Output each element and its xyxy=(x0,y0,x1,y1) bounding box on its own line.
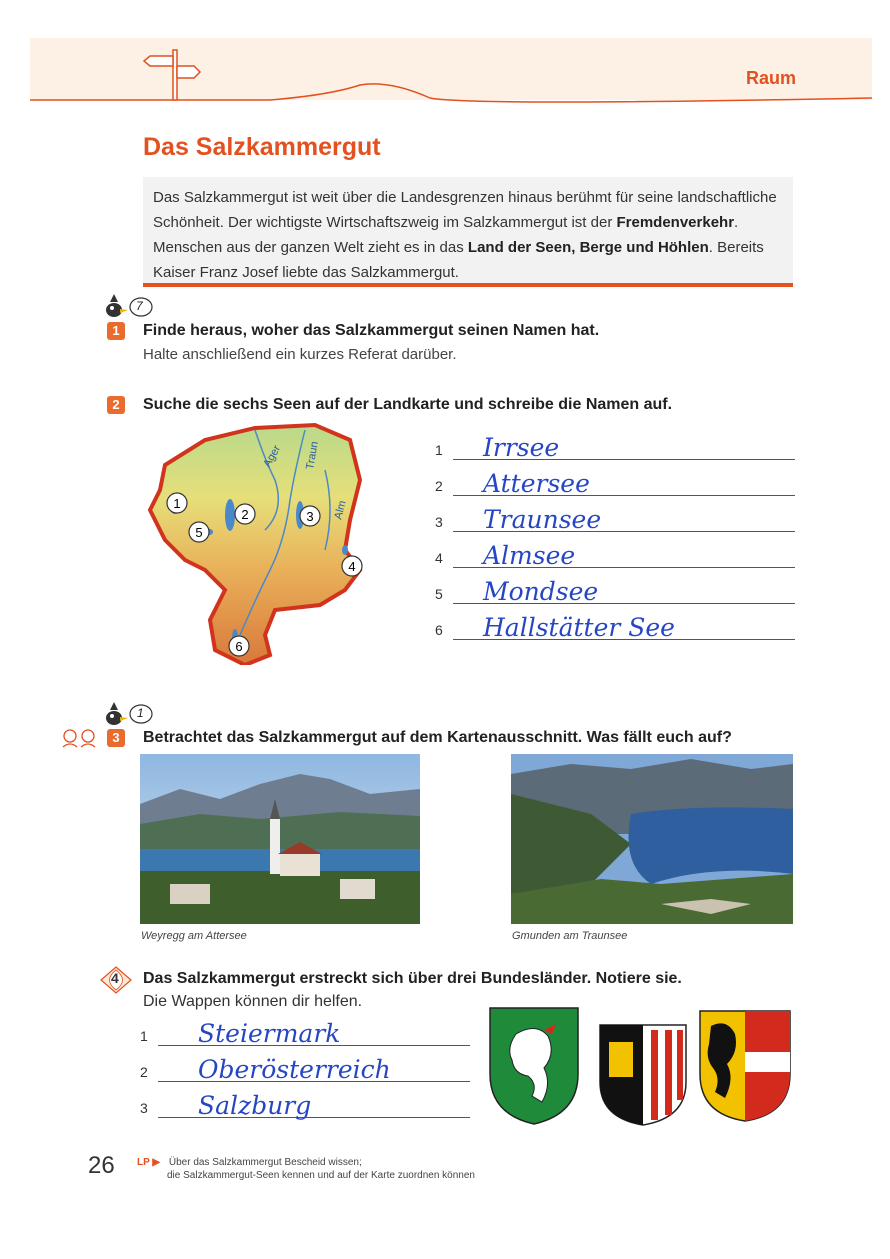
photo-weyregg xyxy=(140,754,420,924)
partner-work-icon xyxy=(60,727,100,749)
intro-text-1: Das Salzkammergut ist weit über die Landesgrenzen hinaus berühmt für seine landschaftliche Schönheit. Der wichtigste Wirtschaftszweig im Salzkammergut ist der xyxy=(153,189,777,231)
intro-box xyxy=(143,177,793,287)
photo-gmunden xyxy=(511,754,793,924)
state-number: 3 xyxy=(140,1100,148,1116)
map-marker-3: 3 xyxy=(306,509,314,524)
map-label-ager: Ager xyxy=(261,443,284,470)
page-title: Das Salzkammergut xyxy=(143,133,381,161)
lake-answer-row xyxy=(435,468,795,498)
intro-text-3: . Bereits Kaiser Franz Josef liebte das Salzkammergut. xyxy=(153,239,764,281)
lake-answer-row xyxy=(435,576,795,606)
task-number-1: 1 xyxy=(107,322,125,340)
coat-of-arms-salzburg-icon xyxy=(697,1008,793,1124)
resource-badge-number: 1 xyxy=(137,706,144,720)
intro-bold-2: Land der Seen, Berge und Höhlen xyxy=(467,239,709,256)
task-3-instruction: Betrachtet das Salzkammergut auf dem Kartenausschnitt. Was fällt euch auf? xyxy=(143,729,732,746)
lake-answer[interactable]: Attersee xyxy=(483,469,590,498)
task-2-instruction: Suche die sechs Seen auf der Landkarte und schreibe die Namen auf. xyxy=(143,396,673,413)
page-number: 26 xyxy=(88,1152,115,1179)
task-1-subinstruction: Halte anschließend ein kurzes Referat darüber. xyxy=(143,346,457,363)
coat-of-arms-oberoesterreich-icon xyxy=(597,1022,689,1128)
lake-number: 2 xyxy=(435,478,443,494)
intro-bold-1: Fremdenverkehr xyxy=(616,214,735,231)
salzkammergut-map xyxy=(145,420,370,665)
lake-number: 4 xyxy=(435,550,443,566)
lake-answer[interactable]: Irrsee xyxy=(483,433,560,462)
lake-answer-row xyxy=(435,432,795,462)
curriculum-line-1: Über das Salzkammergut Bescheid wissen; xyxy=(168,1157,362,1168)
curriculum-note xyxy=(137,1156,475,1182)
map-marker-2: 2 xyxy=(241,507,249,522)
lake-answer[interactable]: Traunsee xyxy=(483,505,602,534)
lake-answer[interactable]: Mondsee xyxy=(483,577,599,606)
task-4-subinstruction: Die Wappen können dir helfen. xyxy=(143,993,363,1010)
intro-text-2: . Menschen aus der ganzen Welt zieht es in das xyxy=(153,214,739,256)
map-marker-6: 6 xyxy=(235,639,243,654)
lake-answer[interactable]: Hallstätter See xyxy=(483,613,675,642)
section-label: Raum xyxy=(745,68,796,88)
map-marker-1: 1 xyxy=(173,496,181,511)
state-answer[interactable]: Steiermark xyxy=(198,1019,341,1048)
task-1-instruction: Finde heraus, woher das Salzkammergut seinen Namen hat. xyxy=(143,322,600,339)
resource-badge-number: 7 xyxy=(136,299,143,313)
state-answer[interactable]: Salzburg xyxy=(198,1091,312,1120)
lake-answer-row xyxy=(435,540,795,570)
lake-number: 1 xyxy=(435,442,443,458)
map-marker-4: 4 xyxy=(348,559,356,574)
lake-number: 5 xyxy=(435,586,443,602)
state-answer-row xyxy=(140,1088,470,1120)
task-4-instruction: Das Salzkammergut erstreckt sich über drei Bundesländer. Notiere sie. xyxy=(143,970,682,987)
lake-number: 3 xyxy=(435,514,443,530)
state-number: 1 xyxy=(140,1028,148,1044)
state-answer-row xyxy=(140,1016,470,1048)
map-label-traun: Traun xyxy=(304,440,321,471)
coat-of-arms-steiermark-icon xyxy=(486,1004,582,1126)
lake-number: 6 xyxy=(435,622,443,638)
photo-caption: Weyregg am Attersee xyxy=(141,930,247,942)
lake-answer-row xyxy=(435,612,795,642)
state-answer-row xyxy=(140,1052,470,1084)
task-number-2: 2 xyxy=(107,396,125,414)
map-label-alm: Alm xyxy=(332,499,349,521)
task-number-4: 4 xyxy=(111,970,119,986)
photo-caption: Gmunden am Traunsee xyxy=(512,930,628,942)
task-number-3: 3 xyxy=(107,729,125,747)
lp-label: LP xyxy=(137,1157,150,1168)
lake-answer[interactable]: Almsee xyxy=(483,541,576,570)
curriculum-line-2: die Salzkammergut-Seen kennen und auf der Karte zuordnen können xyxy=(167,1170,475,1181)
lake-answer-row xyxy=(435,504,795,534)
map-marker-5: 5 xyxy=(195,525,203,540)
state-answer[interactable]: Oberösterreich xyxy=(198,1055,391,1084)
arrow-right-icon: ▶ xyxy=(149,1157,161,1168)
state-number: 2 xyxy=(140,1064,148,1080)
